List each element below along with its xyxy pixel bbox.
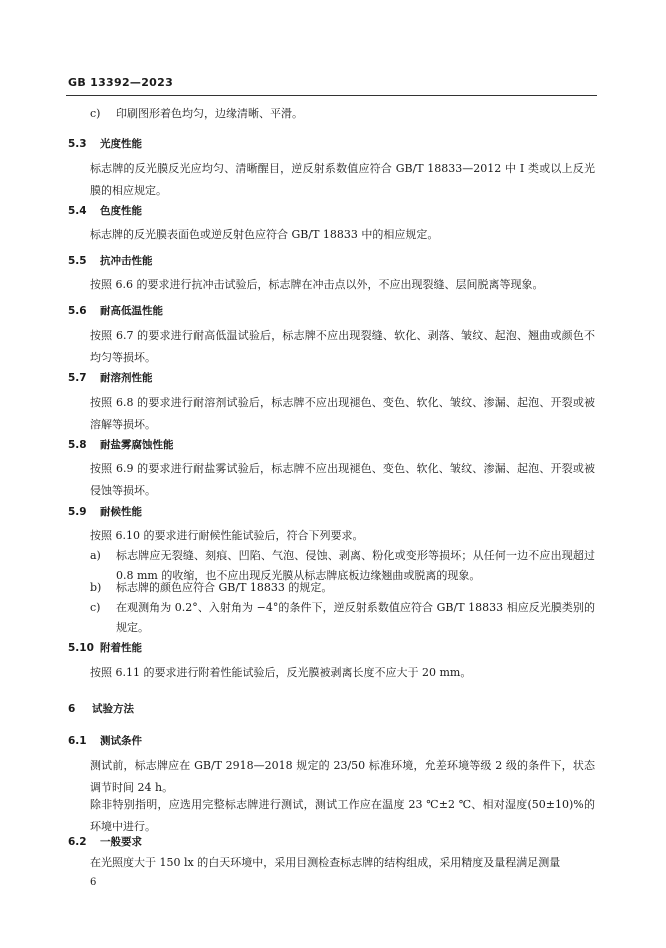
paragraph: 按照 6.8 的要求进行耐溶剂试验后，标志牌不应出现褪色、变色、软化、皱纹、渗漏、起泡、开裂或被溶解等损坏。 <box>90 396 595 431</box>
item-text: 标志牌应无裂缝、刻痕、凹陷、气泡、侵蚀、剥离、粉化或变形等损坏；从任何一边不应出现超过 0.8 mm 的收缩，也不应出现反光膜从标志牌底板边缘翘曲或脱离的现象。 <box>116 549 595 582</box>
section-heading-5-8 <box>68 437 174 452</box>
section-number: 5.5 <box>68 255 87 267</box>
section-title: 耐盐雾腐蚀性能 <box>100 439 174 451</box>
paragraph: 标志牌的反光膜反光应均匀、清晰醒目，逆反射系数值应符合 GB/T 18833—2012 中 Ⅰ 类或以上反光膜的相应规定。 <box>90 162 595 197</box>
section-number: 5.7 <box>68 372 87 384</box>
header-rule <box>66 95 597 96</box>
paragraph: 除非特别指明，应选用完整标志牌进行测试，测试工作应在温度 23 ℃±2 ℃、相对湿度(50±10)%的环境中进行。 <box>90 798 595 833</box>
section-title: 耐高低温性能 <box>100 305 163 317</box>
section-title: 色度性能 <box>100 205 142 217</box>
section-title: 抗冲击性能 <box>100 255 153 267</box>
section-number: 5.9 <box>68 506 87 518</box>
paragraph: 按照 6.7 的要求进行耐高低温试验后，标志牌不应出现裂缝、软化、剥落、皱纹、起泡、翘曲或颜色不均匀等损坏。 <box>90 329 595 364</box>
list-item <box>90 578 595 598</box>
section-number: 6 <box>68 703 76 715</box>
list-item <box>90 104 595 124</box>
section-title: 光度性能 <box>100 138 142 150</box>
paragraph: 按照 6.11 的要求进行附着性能试验后，反光膜被剥离长度不应大于 20 mm。 <box>90 666 472 679</box>
section-title: 一般要求 <box>100 836 142 848</box>
section-number: 5.8 <box>68 439 87 451</box>
section-heading-5-5 <box>68 253 153 268</box>
item-label: c) <box>90 107 101 120</box>
section-number: 5.6 <box>68 305 87 317</box>
paragraph: 标志牌的反光膜表面色或逆反射色应符合 GB/T 18833 中的相应规定。 <box>90 228 439 241</box>
section-heading-5-9 <box>68 504 142 519</box>
section-heading-5-10 <box>68 640 142 655</box>
section-title: 试验方法 <box>92 703 134 715</box>
item-text: 在观测角为 0.2°、入射角为 −4°的条件下，逆反射系数值应符合 GB/T 18833 相应反光膜类别的规定。 <box>116 601 595 634</box>
section-heading-6-1 <box>68 733 142 748</box>
section-heading-6 <box>68 701 134 716</box>
section-number: 6.2 <box>68 836 87 848</box>
section-title: 耐候性能 <box>100 506 142 518</box>
section-number: 5.3 <box>68 138 87 150</box>
standard-code: GB 13392—2023 <box>68 76 174 89</box>
section-heading-5-6 <box>68 303 163 318</box>
item-label: c) <box>90 601 101 614</box>
list-item <box>90 598 595 638</box>
item-label: a) <box>90 549 101 562</box>
section-title: 测试条件 <box>100 735 142 747</box>
page-number: 6 <box>90 877 97 888</box>
section-heading-6-2 <box>68 834 142 849</box>
item-text: 印刷图形着色均匀，边缘清晰、平滑。 <box>116 107 303 120</box>
paragraph: 在光照度大于 150 lx 的白天环境中，采用目测检查标志牌的结构组成，采用精度及量程满足测量 <box>90 856 561 869</box>
paragraph: 测试前，标志牌应在 GB/T 2918—2018 规定的 23/50 标准环境，允差环境等级 2 级的条件下，状态调节时间 24 h。 <box>90 759 595 794</box>
paragraph: 按照 6.10 的要求进行耐候性能试验后，符合下列要求。 <box>90 529 364 542</box>
section-number: 5.4 <box>68 205 87 217</box>
section-title: 附着性能 <box>100 642 142 654</box>
paragraph: 按照 6.6 的要求进行抗冲击试验后，标志牌在冲击点以外，不应出现裂缝、层间脱离等现象。 <box>90 278 544 291</box>
section-number: 5.10 <box>68 642 94 654</box>
section-number: 6.1 <box>68 735 87 747</box>
section-heading-5-3 <box>68 136 142 151</box>
paragraph: 按照 6.9 的要求进行耐盐雾试验后，标志牌不应出现褪色、变色、软化、皱纹、渗漏、起泡、开裂或被侵蚀等损坏。 <box>90 462 595 497</box>
section-heading-5-7 <box>68 370 153 385</box>
item-label: b) <box>90 581 102 594</box>
item-text: 标志牌的颜色应符合 GB/T 18833 的规定。 <box>116 581 333 594</box>
section-heading-5-4 <box>68 203 142 218</box>
section-title: 耐溶剂性能 <box>100 372 153 384</box>
